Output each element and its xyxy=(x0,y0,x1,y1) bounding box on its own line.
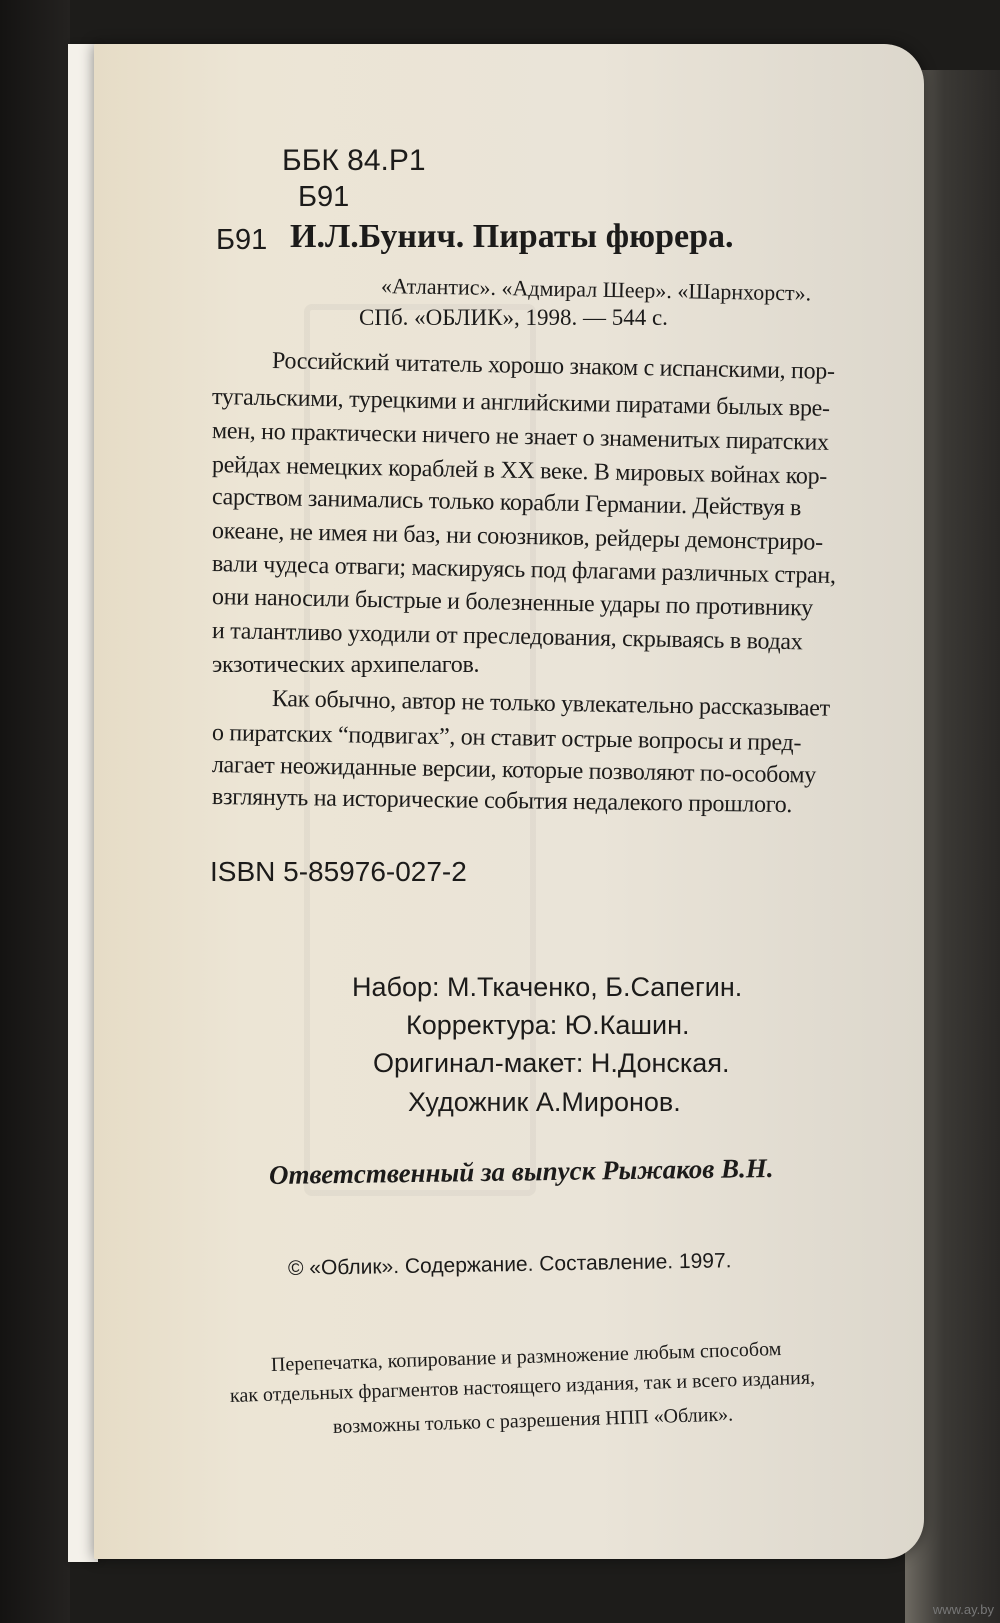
isbn: ISBN 5-85976-027-2 xyxy=(210,856,467,887)
watermark: www.ay.by xyxy=(932,1602,994,1617)
annotation-line: и талантливо уходили от преследования, скрываясь в водах xyxy=(211,618,803,656)
credit-typesetting: Набор: М.Ткаченко, Б.Сапегин. xyxy=(352,972,743,1002)
annotation-line: взглянуть на исторические события недалекого прошлого. xyxy=(211,784,793,819)
credit-artist: Художник А.Миронов. xyxy=(408,1087,681,1117)
copy-notice-line: Перепечатка, копирование и размножение любым способом xyxy=(270,1337,782,1376)
credit-layout: Оригинал-макет: Н.Донская. xyxy=(373,1048,730,1078)
copyright: © «Облик». Содержание. Составление. 1997. xyxy=(287,1249,732,1280)
credit-proofreading: Корректура: Ю.Кашин. xyxy=(406,1010,690,1040)
annotation-line: они наносили быстрые и болезненные удары по противнику xyxy=(211,584,814,622)
background-left xyxy=(0,0,70,1623)
bbk-code: ББК 84.Р1 xyxy=(282,144,426,177)
copy-notice-line: как отдельных фрагментов настоящего издания, так и всего издания, xyxy=(229,1366,816,1407)
book-subtitle: «Атлантис». «Адмирал Шеер». «Шарнхорст». xyxy=(380,273,812,306)
annotation-line: тугальскими, турецкими и английскими пиратами былых вре- xyxy=(211,384,830,422)
annotation-line: вали чудеса отваги; маскируясь под флагами различных стран, xyxy=(211,551,836,589)
annotation-line: лагает неожиданные версии, которые позволяют по-особому xyxy=(211,752,817,789)
annotation-line: Российский читатель хорошо знаком с испанскими, пор- xyxy=(271,348,835,385)
book-title: И.Л.Бунич. Пираты фюрера. xyxy=(290,218,734,255)
title-code: Б91 xyxy=(216,224,268,256)
responsible-editor: Ответственный за выпуск Рыжаков В.Н. xyxy=(268,1152,774,1190)
imprint: СПб. «ОБЛИК», 1998. — 544 с. xyxy=(359,305,668,330)
book-page xyxy=(94,44,924,1559)
annotation-line: океане, не имея ни баз, ни союзников, рейдеры демонстриро- xyxy=(211,518,824,556)
annotation-line: сарством занимались только корабли Германии. Действуя в xyxy=(211,484,802,522)
annotation-line: о пиратских “подвигах”, он ставит острые вопросы и пред- xyxy=(211,720,802,757)
annotation-line: Как обычно, автор не только увлекательно рассказывает xyxy=(271,686,830,722)
copy-notice-line: возможны только с разрешения НПП «Облик». xyxy=(332,1403,734,1438)
annotation-line: мен, но практически ничего не знает о знаменитых пиратских xyxy=(211,418,829,456)
annotation-line: экзотических архипелагов. xyxy=(212,652,480,678)
annotation-line: рейдах немецких кораблей в XX веке. В мировых войнах кор- xyxy=(211,452,828,490)
author-mark: Б91 xyxy=(298,181,350,213)
